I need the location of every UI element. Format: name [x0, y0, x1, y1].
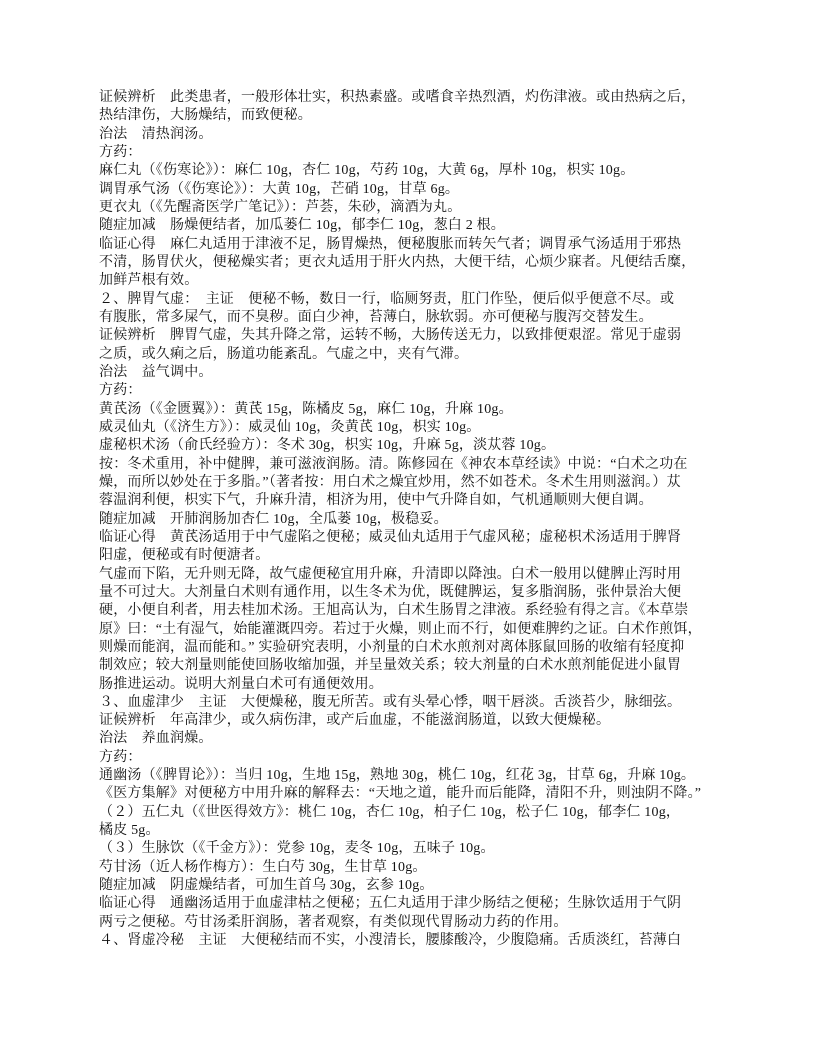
text-line: 不清，肠胃伏火，便秘燥实者；更衣丸适用于肝火内热，大便干结，心烦少寐者。凡便结舌糜， [99, 254, 696, 270]
text-line: 证候辨析 脾胃气虚，失其升降之常，运转不畅，大肠传送无力，以致排便艰涩。常见于虚弱 [99, 328, 682, 344]
text-line: （２）五仁丸（《世医得效方》：桃仁 10g，杏仁 10g，柏子仁 10g，松子仁 10g，郁李仁 10g， [99, 804, 681, 820]
text-line: ２、脾胃气虚： 主证 便秘不畅，数日一行，临厕努责，肛门作坠，便后似乎便意不尽。或 [99, 291, 675, 307]
text-line: 治法 益气调中。 [99, 364, 213, 380]
text-line: 加鲜芦根有效。 [99, 273, 199, 289]
text-line: 麻仁丸（《伤寒论》）：麻仁 10g，杏仁 10g，芍药 10g，大黄 6g，厚朴 10g，枳实 10g。 [99, 163, 635, 179]
text-line: 方药： [99, 749, 142, 765]
text-line: 蓉温润利便，枳实下气，升麻升清，相济为用，使中气升降自如，气机通顺则大便自调。 [99, 493, 653, 509]
text-line: 临证心得 麻仁丸适用于津液不足，肠胃燥热，便秘腹胀而转矢气者；调胃承气汤适用于邪热 [99, 236, 682, 252]
text-line: 芍甘汤（近人杨作梅方）：生白芍 30g，生甘草 10g。 [99, 859, 427, 875]
text-line: 方药： [99, 144, 142, 160]
text-line: 两亏之便秘。芍甘汤柔肝润肠，著者观察，有类似现代胃肠动力药的作用。 [99, 914, 568, 930]
text-line: 燥，而所以妙处在于多脂。”（著者按：用白术之燥宜炒用，然不如苍术。冬术生用则滋润。）苁 [99, 474, 681, 490]
text-line: 热结津伤，大肠燥结，而致便秘。 [99, 108, 312, 124]
text-line: 制效应；较大剂量则能使回肠收缩加强，并呈量效关系；较大剂量的白术水煎剂能促进小鼠胃 [99, 658, 682, 674]
text-line: 量不可过大。大剂量白术则有通作用，以生冬术为优，既健脾运，复多脂润肠，张仲景治大便 [99, 584, 682, 600]
text-line: 黄芪汤（《金匮翼》）：黄芪 15g，陈橘皮 5g，麻仁 10g，升麻 10g。 [99, 401, 513, 417]
text-line: 阳虚，便秘或有时便溏者。 [99, 548, 270, 564]
text-line: 证候辨析 年高津少，或久病伤津，或产后血虚，不能滋润肠道，以致大便燥秘。 [99, 713, 611, 729]
text-line: 则燥而能润，温而能和。” 实验研究表明，小剂量的白术水煎剂对离体豚鼠回肠的收缩有轻度抑 [99, 639, 685, 655]
text-line: 威灵仙丸（《济生方》）：威灵仙 10g，灸黄芪 10g，枳实 10g。 [99, 419, 481, 435]
text-line: 橘皮 5g。 [99, 823, 160, 839]
text-line: 证候辨析 此类患者，一般形体壮实，积热素盛。或嗜食辛热烈酒，灼伤津液。或由热病之后， [99, 90, 696, 105]
text-line: 方药： [99, 383, 142, 399]
text-line: 气虚而下陷，无升则无降，故气虚便秘宜用升麻，升清即以降浊。白术一般用以健脾止泻时用 [99, 566, 682, 582]
text-line: 虚秘枳术汤（俞氏经验方）：冬术 30g，枳实 10g，升麻 5g，淡苁蓉 10g。 [99, 438, 556, 454]
text-line: 原》曰：“土有湿气，始能灌溉四旁。若过于火燥，则止而不行，如便难脾约之证。白术作煎饵， [99, 621, 702, 637]
text-line: 更衣丸（《先醒斋医学广笔记》）：芦荟，朱砂，滴酒为丸。 [99, 199, 462, 215]
text-line: 调胃承气汤（《伤寒论》）：大黄 10g，芒硝 10g，甘草 6g。 [99, 181, 460, 197]
text-line: 肠推进运动。说明大剂量白术可有通便效用。 [99, 676, 383, 692]
text-line: 有腹胀，常多屎气，而不臭秽。面白少神，苔薄白，脉软弱。亦可便秘与腹泻交替发生。 [99, 309, 653, 325]
text-line: ３、血虚津少 主证 大便燥秘，腹无所苦。或有头晕心悸，咽干唇淡。舌淡苔少，脉细弦。 [99, 694, 682, 710]
text-line: （３）生脉饮（《千金方》）：党参 10g，麦冬 10g，五味子 10g。 [99, 841, 495, 857]
text-line: 治法 清热润汤。 [99, 126, 213, 142]
text-line: 通幽汤（《脾胃论》）：当归 10g，生地 15g，熟地 30g，桃仁 10g，红花 3g，甘草 6g，升麻 10g。 [99, 768, 696, 784]
text-line: 临证心得 通幽汤适用于血虚津枯之便秘；五仁丸适用于津少肠结之便秘；生脉饮适用于气阴 [99, 896, 682, 912]
text-line: 临证心得 黄芪汤适用于中气虚陷之便秘；威灵仙丸适用于气虚风秘；虚秘枳术汤适用于脾肾 [99, 529, 682, 545]
text-line: 随症加减 开肺润肠加杏仁 10g，全瓜蒌 10g，极稳妥。 [99, 511, 448, 527]
text-line: 治法 养血润燥。 [99, 731, 213, 747]
text-line: 随症加减 阴虚燥结者，可加生首乌 30g，玄参 10g。 [99, 878, 434, 894]
text-line: 按：冬术重用，补中健脾，兼可滋液润肠。清。陈修园在《神农本草经读》中说：“白术之功在 [99, 456, 688, 472]
text-line: 《医方集解》对便秘方中用升麻的解释去：“天地之道，能升而后能降，清阳不升，则浊阴不降。” [99, 786, 702, 802]
text-line: 之质，或久痢之后，肠道功能紊乱。气虚之中，夹有气滞。 [99, 346, 469, 362]
text-line: ４、肾虚冷秘 主证 大便秘结而不实，小溲清长，腰膝酸冷，少腹隐痛。舌质淡红，苔薄白 [99, 933, 682, 949]
document-text [99, 89, 739, 950]
text-line: 硬，小便自利者，用去桂加术汤。王旭高认为，白术生肠胃之津液。系经验有得之言。《本草崇 [99, 603, 689, 619]
text-line: 随症加减 肠燥便结者，加瓜蒌仁 10g，郁李仁 10g，葱白 2 根。 [99, 218, 505, 234]
